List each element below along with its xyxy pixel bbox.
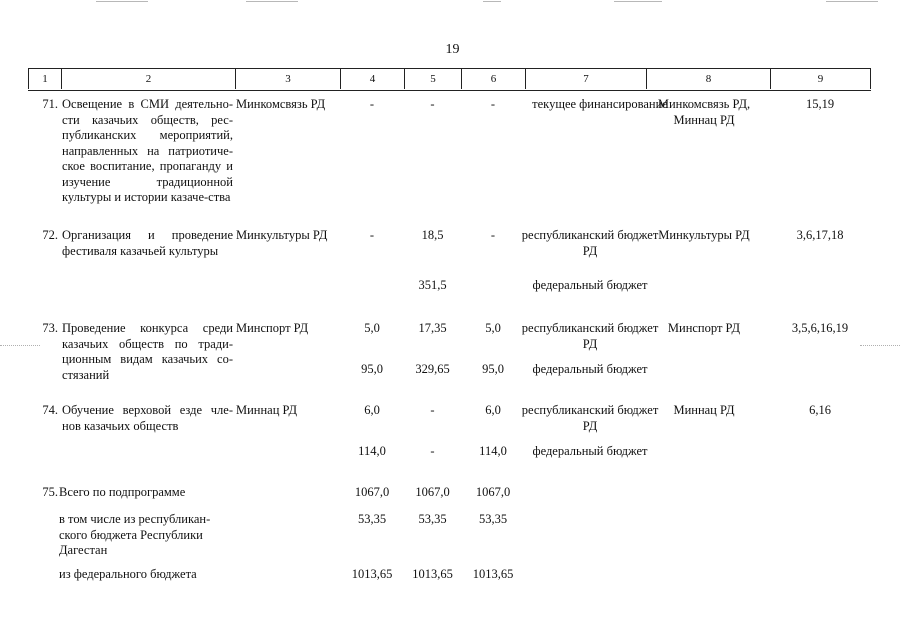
row-name: Освещение в СМИ деятельно-сти казачьих обществ, рес-публиканских мероприятий, направленных на патриотиче-ское воспитание, пропаганду и изучение традиционной культуры и истории казаче-ства — [62, 97, 233, 204]
header-col-7: 7 — [525, 69, 646, 89]
row-name: Проведение конкурса среди казачьих обществ по тради-ционным видам казачьих со-стязаний — [62, 321, 233, 382]
row-value-col5: 18,5 — [421, 228, 444, 242]
row-value-col6: 5,0 — [485, 321, 501, 335]
row-participants: Миннац РД — [673, 403, 735, 417]
row-indicators: 3,6,17,18 — [796, 228, 844, 242]
totals-federal-col5: 1013,65 — [412, 567, 453, 581]
row-value-col6: 95,0 — [482, 362, 504, 376]
row-funding-source: текущее финансирование — [532, 97, 668, 111]
row-funding-source: федеральный бюджет — [532, 278, 648, 292]
header-col-4: 4 — [340, 69, 404, 89]
row-value-col5: - — [430, 403, 435, 417]
page-number: 19 — [445, 42, 460, 57]
totals-federal-label: из федерального бюджета — [59, 567, 197, 581]
row-value-col4: - — [369, 228, 375, 242]
row-value-col5: 329,65 — [415, 362, 450, 376]
row-value-col4: 95,0 — [361, 362, 383, 376]
totals-federal-col6: 1013,65 — [472, 567, 514, 581]
totals-republican-col4: 53,35 — [357, 512, 387, 526]
totals-value-col4: 1067,0 — [354, 485, 390, 499]
header-col-2: 2 — [61, 69, 235, 89]
row-value-col4: 6,0 — [364, 403, 380, 417]
row-name: Обучение верховой езде чле-нов казачьих обществ — [62, 403, 233, 433]
totals-republican-label: в том числе из республикан-ского бюджета Республики Дагестан — [59, 512, 211, 557]
row-value-col4: 5,0 — [364, 321, 380, 335]
table-header-rule — [28, 90, 871, 91]
row-value-col5: 17,35 — [418, 321, 447, 335]
row-funding-source: федеральный бюджет — [532, 362, 648, 376]
row-indicators: 3,5,6,16,19 — [791, 321, 849, 335]
scan-artifact — [0, 345, 40, 346]
row-number: 71. — [42, 97, 58, 111]
totals-label: Всего по подпрограмме — [59, 485, 186, 499]
row-funding-source: республиканский бюджет РД — [521, 403, 659, 433]
totals-republican-col6: 53,35 — [478, 512, 508, 526]
row-value-col5: 351,5 — [418, 278, 447, 292]
row-number: 73. — [42, 321, 58, 335]
row-value-col4: 114,0 — [358, 444, 386, 458]
row-value-col6: 114,0 — [479, 444, 507, 458]
row-number: 74. — [42, 403, 58, 417]
row-funding-source: республиканский бюджет РД — [521, 228, 659, 258]
scan-artifact — [483, 1, 501, 2]
row-value-col5: - — [430, 97, 435, 111]
header-col-1: 1 — [28, 69, 61, 89]
row-executor: Миннац РД — [236, 403, 298, 417]
totals-republican-col5: 53,35 — [418, 512, 447, 526]
header-col-8: 8 — [646, 69, 770, 89]
row-participants: Минкомсвязь РД, Миннац РД — [657, 97, 751, 127]
header-col-3: 3 — [235, 69, 340, 89]
scan-artifact — [826, 1, 878, 2]
row-indicators: 15,19 — [805, 97, 835, 111]
row-participants: Минспорт РД — [667, 321, 741, 335]
scan-artifact — [246, 1, 298, 2]
totals-value-col5: 1067,0 — [415, 485, 450, 499]
header-col-6: 6 — [461, 69, 525, 89]
scan-artifact — [860, 345, 900, 346]
row-funding-source: республиканский бюджет РД — [521, 321, 659, 351]
row-value-col6: 6,0 — [485, 403, 501, 417]
row-funding-source: федеральный бюджет — [532, 444, 648, 458]
row-indicators: 6,16 — [809, 403, 831, 417]
row-value-col4: - — [369, 97, 375, 111]
row-participants: Минкультуры РД — [658, 228, 750, 242]
row-name: Организация и проведение фестиваля казачьей культуры — [62, 228, 233, 258]
row-executor: Минспорт РД — [236, 321, 309, 335]
totals-federal-col4: 1013,65 — [351, 567, 393, 581]
row-executor: Минкомсвязь РД — [236, 97, 326, 111]
row-executor: Минкультуры РД — [236, 228, 328, 242]
row-number: 75. — [42, 485, 58, 499]
row-value-col6: - — [490, 228, 496, 242]
totals-value-col6: 1067,0 — [475, 485, 511, 499]
row-value-col5: - — [430, 444, 435, 458]
row-value-col6: - — [490, 97, 496, 111]
row-number: 72. — [42, 228, 58, 242]
scan-artifact — [96, 1, 148, 2]
header-col-9: 9 — [770, 69, 871, 89]
header-col-5: 5 — [404, 69, 461, 89]
scan-artifact — [614, 1, 662, 2]
